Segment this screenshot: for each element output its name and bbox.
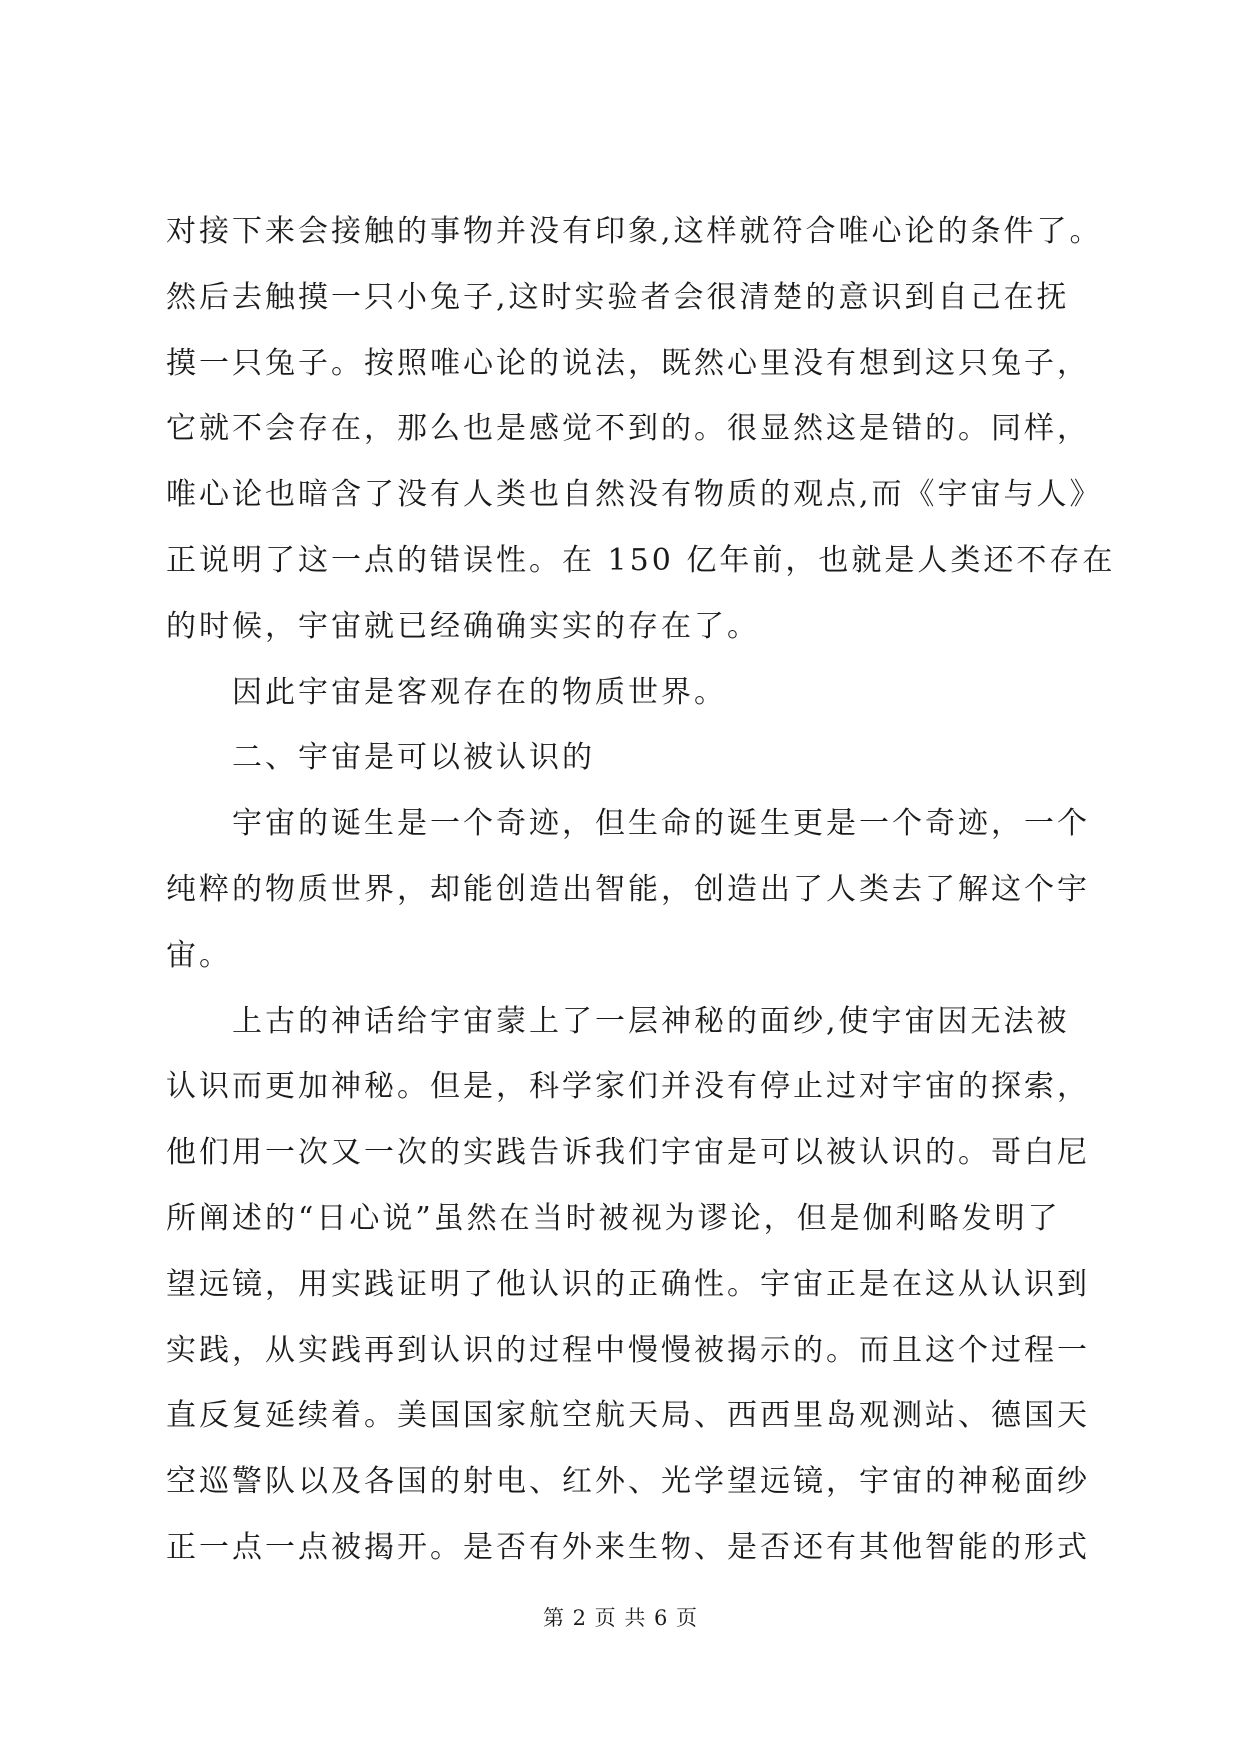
text-line: 它就不会存在，那么也是感觉不到的。很显然这是错的。同样， xyxy=(166,411,1090,446)
text-line: 然后去触摸一只小兔子,这时实验者会很清楚的意识到自己在抚 xyxy=(166,280,1070,315)
paragraph-line: 上古的神话给宇宙蒙上了一层神秘的面纱,使宇宙因无法被 xyxy=(232,1004,1070,1039)
text-line: 的时候，宇宙就已经确确实实的存在了。 xyxy=(166,609,760,644)
text-line: 摸一只兔子。按照唯心论的说法，既然心里没有想到这只兔子， xyxy=(166,346,1090,381)
text-line: 对接下来会接触的事物并没有印象,这样就符合唯心论的条件了。 xyxy=(166,214,1103,249)
paragraph-line: 因此宇宙是客观存在的物质世界。 xyxy=(232,675,727,710)
paragraph-line: 宇宙的诞生是一个奇迹，但生命的诞生更是一个奇迹，一个 xyxy=(232,806,1090,841)
text-line: 实践，从实践再到认识的过程中慢慢被揭示的。而且这个过程一 xyxy=(166,1333,1090,1368)
text-line: 认识而更加神秘。但是，科学家们并没有停止过对宇宙的探索， xyxy=(166,1069,1090,1104)
text-line: 宙。 xyxy=(166,938,232,973)
text-line: 纯粹的物质世界，却能创造出智能，创造出了人类去了解这个宇 xyxy=(166,872,1090,907)
text-line: 唯心论也暗含了没有人类也自然没有物质的观点,而《宇宙与人》 xyxy=(166,477,1103,512)
text-line: 他们用一次又一次的实践告诉我们宇宙是可以被认识的。哥白尼 xyxy=(166,1135,1090,1170)
text-line: 空巡警队以及各国的射电、红外、光学望远镜，宇宙的神秘面纱 xyxy=(166,1464,1090,1499)
section-heading: 二、宇宙是可以被认识的 xyxy=(232,740,595,775)
page-number-footer: 第 2 页 共 6 页 xyxy=(542,1606,699,1630)
text-line: 望远镜，用实践证明了他认识的正确性。宇宙正是在这从认识到 xyxy=(166,1267,1090,1302)
text-line: 正一点一点被揭开。是否有外来生物、是否还有其他智能的形式 xyxy=(166,1530,1090,1565)
text-line: 所阐述的“日心说”虽然在当时被视为谬论，但是伽利略发明了 xyxy=(166,1201,1061,1236)
text-line: 直反复延续着。美国国家航空航天局、西西里岛观测站、德国天 xyxy=(166,1398,1090,1433)
text-line: 正说明了这一点的错误性。在 150 亿年前，也就是人类还不存在 xyxy=(166,543,1116,578)
